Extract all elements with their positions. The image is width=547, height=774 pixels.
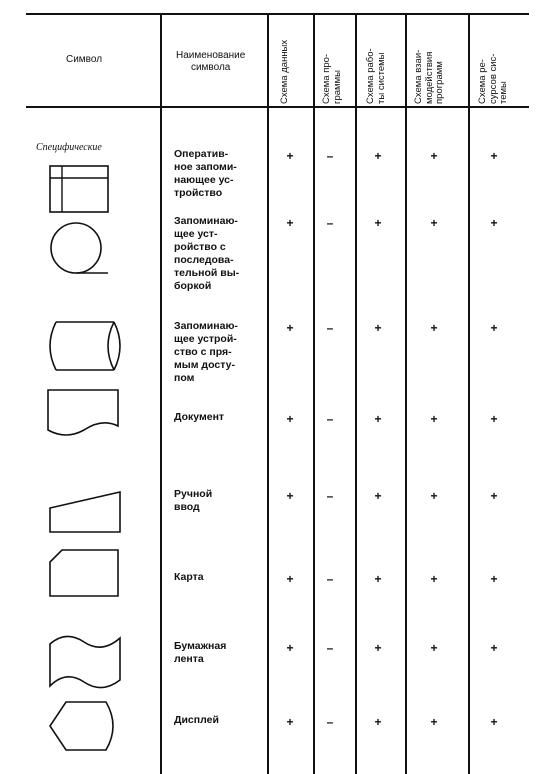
plus-mark: + bbox=[374, 149, 382, 163]
card-icon bbox=[46, 546, 126, 600]
schema-header-program: Схема про- граммы bbox=[321, 53, 343, 104]
symbol-name: Бумажная лента bbox=[174, 640, 227, 665]
plus-mark: + bbox=[286, 572, 294, 586]
schema-header-data: Схема данных bbox=[279, 39, 290, 104]
symbol-name: Оператив- ное запоми- нающее ус- тройство bbox=[174, 148, 237, 199]
plus-mark: + bbox=[374, 715, 382, 729]
plus-mark: + bbox=[430, 149, 438, 163]
direct-access-storage-icon bbox=[42, 318, 132, 374]
column-divider bbox=[355, 14, 357, 774]
schema-header-system-work: Схема рабо- ты системы bbox=[365, 48, 387, 104]
symbol-name: Документ bbox=[174, 411, 225, 423]
rom-storage-icon bbox=[44, 162, 114, 214]
section-label: Специфические bbox=[36, 142, 102, 153]
schema-header-program-interaction: Схема взаи- модействия программ bbox=[413, 49, 445, 104]
plus-mark: + bbox=[490, 216, 498, 230]
plus-mark: + bbox=[374, 641, 382, 655]
column-divider bbox=[405, 14, 407, 774]
plus-mark: + bbox=[490, 489, 498, 503]
plus-mark: + bbox=[286, 641, 294, 655]
plus-mark: + bbox=[430, 641, 438, 655]
symbol-name: Запоминаю- щее устрой- ство с пря- мым досту- пом bbox=[174, 320, 238, 384]
symbol-name: Карта bbox=[174, 571, 204, 583]
column-divider bbox=[468, 14, 470, 774]
symbol-name: Ручной ввод bbox=[174, 488, 213, 513]
column-divider bbox=[313, 14, 315, 774]
schema-header-system-resources: Схема ре- сурсов сис- темы bbox=[477, 53, 509, 104]
plus-mark: + bbox=[430, 412, 438, 426]
table-top-rule bbox=[26, 13, 529, 15]
dash-mark: – bbox=[326, 216, 334, 230]
dash-mark: – bbox=[326, 572, 334, 586]
dash-mark: – bbox=[326, 641, 334, 655]
plus-mark: + bbox=[286, 149, 294, 163]
display-icon bbox=[44, 698, 124, 754]
plus-mark: + bbox=[490, 641, 498, 655]
plus-mark: + bbox=[286, 715, 294, 729]
plus-mark: + bbox=[374, 412, 382, 426]
plus-mark: + bbox=[490, 149, 498, 163]
name-column-header: Наименование символа bbox=[176, 50, 246, 73]
symbol-column-header: Символ bbox=[66, 54, 103, 65]
plus-mark: + bbox=[374, 489, 382, 503]
column-divider bbox=[160, 14, 162, 774]
plus-mark: + bbox=[374, 216, 382, 230]
plus-mark: + bbox=[286, 489, 294, 503]
plus-mark: + bbox=[374, 572, 382, 586]
plus-mark: + bbox=[490, 572, 498, 586]
plus-mark: + bbox=[490, 321, 498, 335]
plus-mark: + bbox=[430, 489, 438, 503]
dash-mark: – bbox=[326, 321, 334, 335]
paper-tape-icon bbox=[46, 630, 126, 694]
plus-mark: + bbox=[286, 321, 294, 335]
plus-mark: + bbox=[430, 572, 438, 586]
dash-mark: – bbox=[326, 149, 334, 163]
plus-mark: + bbox=[430, 715, 438, 729]
plus-mark: + bbox=[490, 412, 498, 426]
header-bottom-rule bbox=[26, 106, 529, 108]
plus-mark: + bbox=[286, 216, 294, 230]
plus-mark: + bbox=[430, 216, 438, 230]
manual-input-icon bbox=[46, 488, 126, 536]
plus-mark: + bbox=[490, 715, 498, 729]
document-icon bbox=[44, 386, 124, 440]
plus-mark: + bbox=[286, 412, 294, 426]
plus-mark: + bbox=[430, 321, 438, 335]
dash-mark: – bbox=[326, 489, 334, 503]
column-divider bbox=[267, 14, 269, 774]
dash-mark: – bbox=[326, 412, 334, 426]
sequential-storage-icon bbox=[46, 220, 116, 280]
plus-mark: + bbox=[374, 321, 382, 335]
symbol-name: Запоминаю- щее уст- ройство с последова- тельной вы- боркой bbox=[174, 215, 240, 292]
dash-mark: – bbox=[326, 715, 334, 729]
symbol-name: Дисплей bbox=[174, 714, 219, 726]
